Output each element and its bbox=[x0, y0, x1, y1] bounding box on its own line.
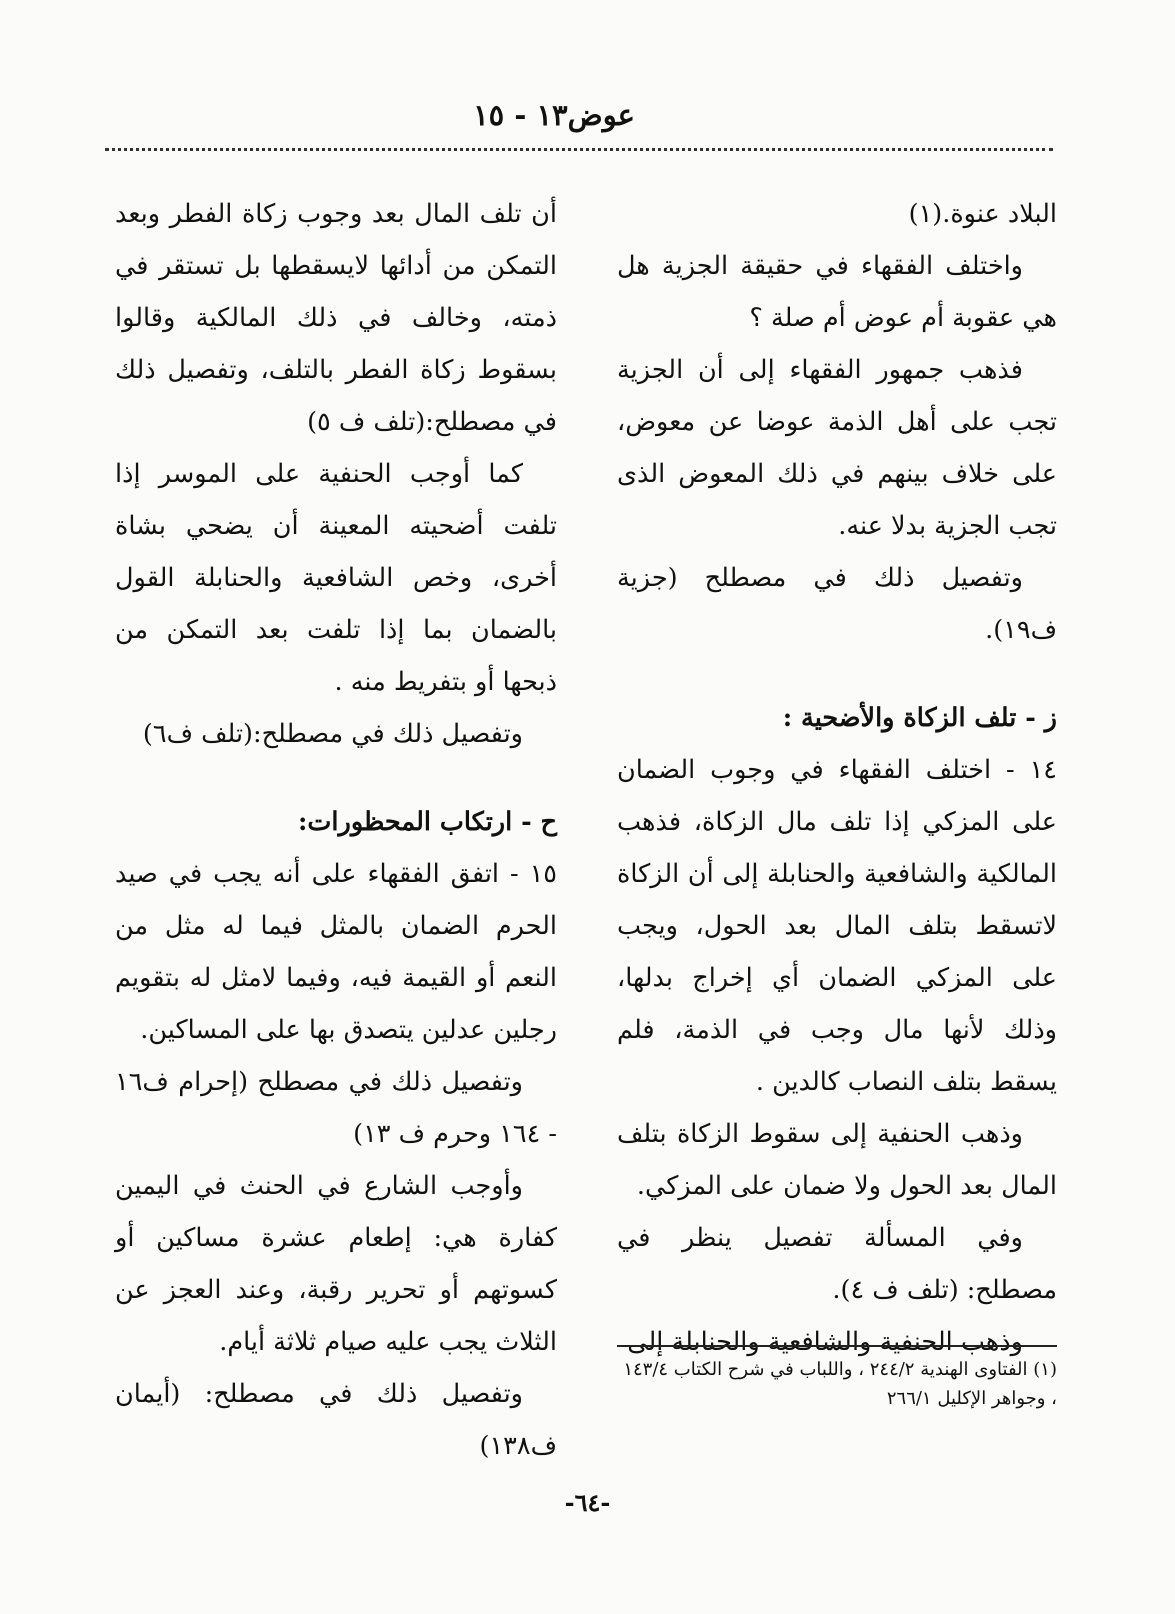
paragraph: وتفصيل ذلك في مصطلح (جزية ف١٩). bbox=[617, 563, 1057, 645]
paragraph: وذهب الحنفية إلى سقوط الزكاة بتلف المال بعد الحول ولا ضمان على المزكي. bbox=[617, 1119, 1057, 1201]
paragraph: وذهب الحنفية والشافعية والحنابلة إلى bbox=[627, 1327, 1023, 1357]
left-column bbox=[115, 188, 557, 1472]
paragraph: وتفصيل ذلك في مصطلح:(تلف ف٦) bbox=[142, 719, 523, 749]
paragraph: واختلف الفقهاء في حقيقة الجزية هل هي عقوبة أم عوض أم صلة ؟ bbox=[617, 251, 1057, 333]
paragraph: البلاد عنوة.(١) bbox=[908, 199, 1057, 229]
paragraph: ١٥ - اتفق الفقهاء على أنه يجب في صيد الحرم الضمان بالمثل فيما له مثل من النعم أو القيمة فيه، وفيما لامثل له بتقويم رجلين عدلين يتصدق بها على المساكين. bbox=[115, 859, 557, 1045]
page-number: -٦٤- bbox=[564, 1488, 611, 1517]
footnote-rule bbox=[617, 1345, 1057, 1347]
paragraph: وفي المسألة تفصيل ينظر في مصطلح: (تلف ف ٤). bbox=[617, 1223, 1057, 1305]
paragraph: وتفصيل ذلك في مصطلح (إحرام ف١٦ - ١٦٤ وحرم ف ١٣) bbox=[115, 1067, 557, 1149]
spacer bbox=[617, 656, 1057, 692]
paragraph: كما أوجب الحنفية على الموسر إذا تلفت أضحيته المعينة أن يضحي بشاة أخرى، وخص الشافعية والحنابلة القول بالضمان بما إذا تلفت بعد التمكن من ذبحها أو بتفريط منه . bbox=[115, 459, 557, 697]
paragraph: ١٤ - اختلف الفقهاء في وجوب الضمان على المزكي إذا تلف مال الزكاة، فذهب المالكية والشافعية والحنابلة إلى أن الزكاة لاتسقط بتلف المال بعد الحول، ويجب على المزكي الضمان أي إخراج بدلها، وذلك لأنها مال وجب في الذمة، فلم يسقط بتلف النصاب كالدين . bbox=[617, 755, 1057, 1097]
section-heading: ز - تلف الزكاة والأضحية : bbox=[782, 703, 1057, 733]
section-heading: ح - ارتكاب المحظورات: bbox=[298, 807, 557, 837]
footnote: (١) الفتاوى الهندية ٢٤٤/٢ ، واللباب في شرح الكتاب ١٤٣/٤ ، وجواهر الإكليل ٢٦٦/١ bbox=[623, 1359, 1057, 1409]
running-header: عوض١٣ - ١٥ bbox=[473, 98, 635, 132]
spacer bbox=[115, 760, 557, 796]
paragraph: أن تلف المال بعد وجوب زكاة الفطر وبعد التمكن من أدائها لايسقطها بل تستقر في ذمته، وخالف في ذلك المالكية وقالوا بسقوط زكاة الفطر بالتلف، وتفصيل ذلك في مصطلح:(تلف ف ٥) bbox=[115, 199, 557, 437]
paragraph: وتفصيل ذلك في مصطلح: (أيمان ف١٣٨) bbox=[115, 1379, 557, 1461]
paragraph: فذهب جمهور الفقهاء إلى أن الجزية تجب على أهل الذمة عوضا عن معوض، على خلاف بينهم في ذلك المعوض الذى تجب الجزية بدلا عنه. bbox=[617, 355, 1057, 541]
header-dotted-rule bbox=[105, 148, 1053, 151]
right-column bbox=[617, 188, 1057, 1368]
paragraph: وأوجب الشارع في الحنث في اليمين كفارة هي: إطعام عشرة مساكين أو كسوتهم أو تحرير رقبة، وعند العجز عن الثلاث يجب عليه صيام ثلاثة أيام. bbox=[115, 1171, 557, 1357]
